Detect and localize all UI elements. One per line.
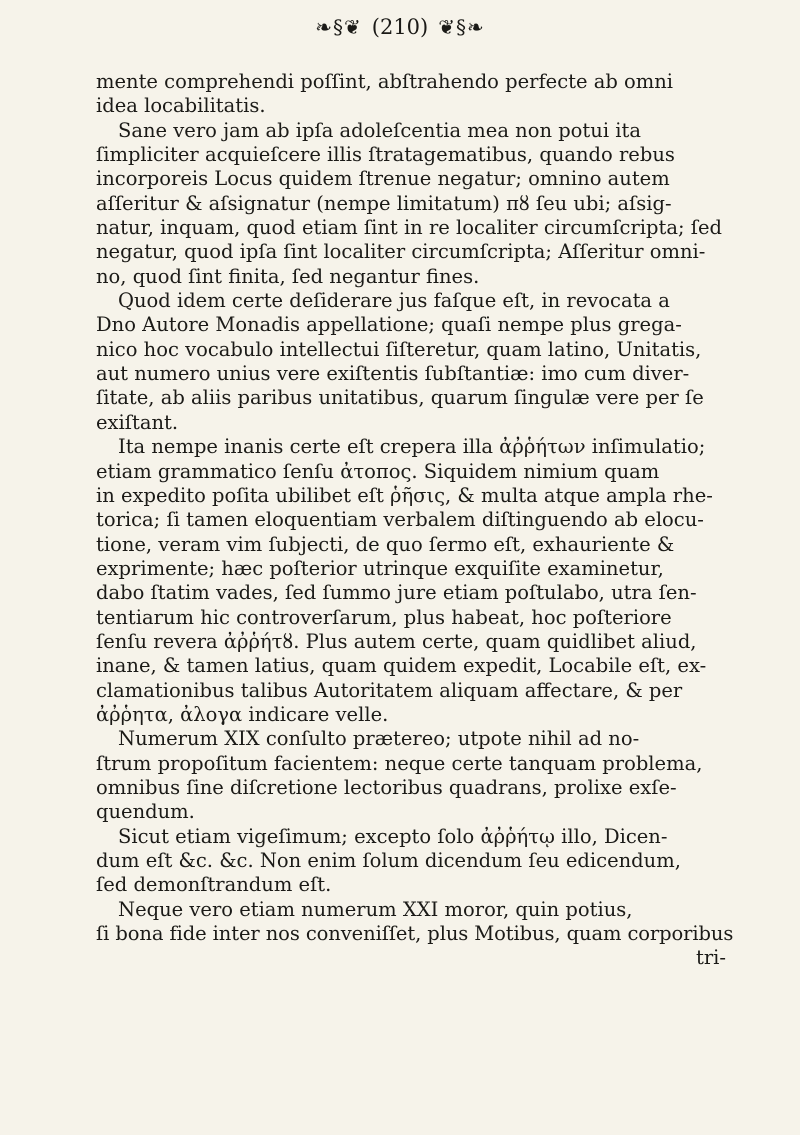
text-line: tentiarum hic controverſarum, plus habeat, hoc poſteriore	[96, 605, 672, 629]
text-line: quendum.	[96, 800, 195, 824]
text-line: torica; ſi tamen eloquentiam verbalem diſtinguendo ab elocu-	[96, 508, 704, 532]
text-line: aut numero unius vere exiſtentis ſubſtantiæ: imo cum diver-	[96, 362, 690, 386]
text-line: mente comprehendi poſſint, abſtrahendo perfecte ab omni	[96, 70, 674, 93]
text-line: natur, inquam, quod etiam ſint in re localiter circumſcripta; ſed	[96, 216, 722, 240]
catchword: tri-	[696, 946, 726, 970]
header-ornament-left: ❧§❦	[315, 15, 362, 39]
text-line: omnibus ſine diſcretione lectoribus quadrans, prolixe exſe-	[96, 775, 677, 799]
text-line: ſimpliciter acquieſcere illis ſtratagematibus, quando rebus	[96, 143, 675, 167]
text-line: exprimente; hæc poſterior utrinque exquiſite examinetur,	[96, 556, 664, 580]
text-line: ſenſu revera ἀῤῥήτȣ. Plus autem certe, quam quidlibet aliud,	[96, 629, 697, 653]
text-line: ſed demonſtrandum eſt.	[96, 873, 332, 897]
text-line: dum eſt &c. &c. Non enim ſolum dicendum ſeu edicendum,	[96, 849, 681, 872]
text-line: Quod idem certe deſiderare jus faſque eſt, in revocata a	[118, 289, 670, 313]
text-line: ἀῤῥητα, ἀλογα indicare velle.	[96, 702, 389, 726]
text-line: idea locabilitatis.	[96, 94, 266, 118]
text-line: ſtrum propoſitum facientem: neque certe tanquam problema,	[96, 751, 703, 775]
text-line: incorporeis Locus quidem ſtrenue negatur; omnino autem	[96, 167, 670, 191]
text-line: no, quod ſint finita, ſed negantur fines.	[96, 264, 480, 288]
text-line: negatur, quod ipſa ſint localiter circumſcripta; Aſſeritur omni-	[96, 240, 706, 264]
header-ornament-right: ❦§❧	[438, 15, 485, 39]
page-header	[0, 14, 800, 40]
text-line: Sicut etiam vigeſimum; excepto ſolo ἀῤῥήτῳ illo, Dicen-	[118, 824, 668, 848]
text-line: ſi bona fide inter nos conveniſſet, plus Motibus, quam corporibus	[96, 922, 734, 946]
text-line: aſſeritur & aſsignatur (nempe limitatum) πȣ ſeu ubi; aſsig-	[96, 191, 672, 215]
text-line: Sane vero jam ab ipſa adoleſcentia mea non potui ita	[118, 118, 641, 142]
text-line: Ita nempe inanis certe eſt crepera illa ἀῤῥήτων inſimulatio;	[118, 435, 706, 459]
text-line: Neque vero etiam numerum XXI moror, quin potius,	[118, 897, 633, 921]
text-line: clamationibus talibus Autoritatem aliquam affectare, & per	[96, 678, 683, 702]
text-line: etiam grammatico ſenſu ἀτοπος. Siquidem nimium quam	[96, 459, 660, 483]
text-line: in expedito poſita ubilibet eſt ῥῆσις, & multa atque ampla rhe-	[96, 483, 713, 507]
page-number: (210)	[371, 15, 429, 39]
text-line: dabo ſtatim vades, ſed ſummo jure etiam poſtulabo, utra ſen-	[96, 581, 697, 605]
text-line: Dno Autore Monadis appellatione; quaſi nempe plus grega-	[96, 313, 682, 337]
text-line: ſitate, ab aliis paribus unitatibus, quarum ſingulæ vere per ſe	[96, 386, 704, 410]
text-body	[96, 70, 736, 971]
text-line: exiſtant.	[96, 410, 179, 434]
text-line: tione, veram vim ſubjecti, de quo ſermo eſt, exhauriente &	[96, 532, 675, 556]
text-line: inane, & tamen latius, quam quidem expedit, Locabile eſt, ex-	[96, 654, 707, 678]
text-line: nico hoc vocabulo intellectui ſiſteretur, quam latino, Unitatis,	[96, 337, 702, 361]
text-line: Numerum XIX conſulto prætereo; utpote nihil ad no-	[118, 727, 640, 751]
